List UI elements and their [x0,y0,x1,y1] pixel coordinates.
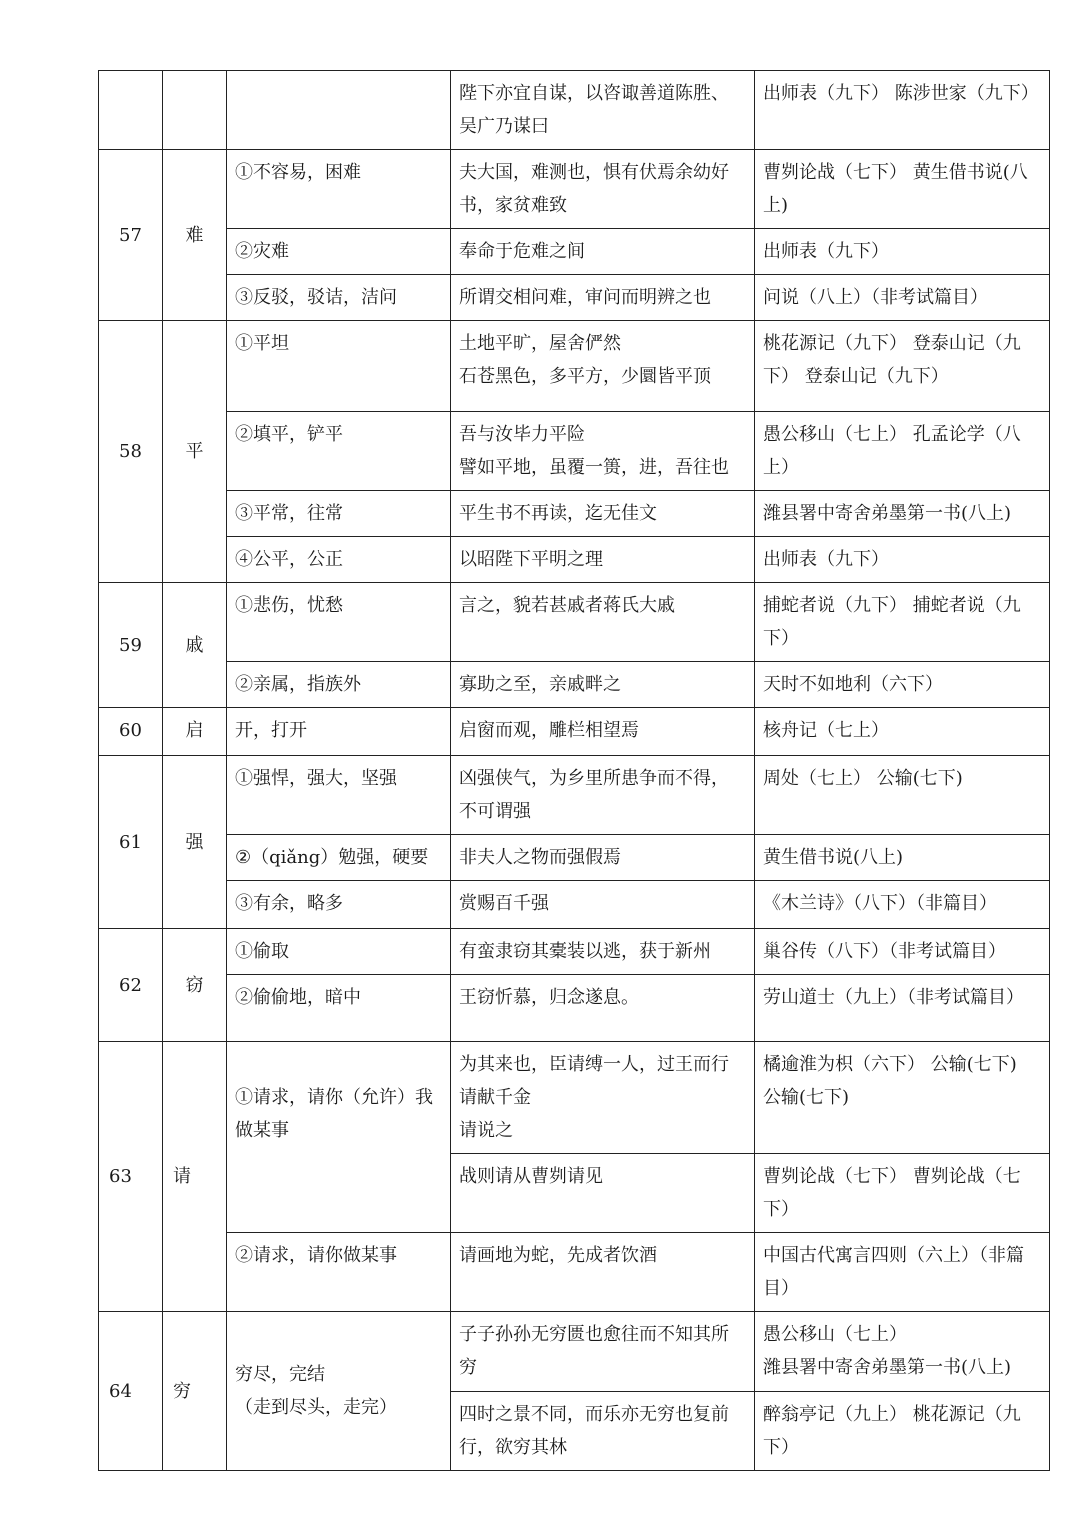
number-cell: 64 [99,1312,163,1471]
example-cell: 赏赐百千强 [451,881,755,929]
table-row [99,321,1050,412]
source-cell: 问说（八上）（非考试篇目） [755,275,1050,321]
definition-line: 穷尽，完结 [235,1364,325,1385]
definition-cell: 开，打开 [227,708,451,756]
character-cell: 戚 [163,583,227,708]
character-cell: 请 [163,1042,227,1312]
source-cell: 出师表（九下） [755,229,1050,275]
table-row [99,229,1050,275]
definition-cell: ①平坦 [227,321,451,412]
table-row [99,275,1050,321]
source-cell: 潍县署中寄舍弟墨第一书(八上) [755,491,1050,537]
definition-cell: ②（qiǎng）勉强，硬要 [227,835,451,881]
example-cell [451,1042,755,1154]
table-row [99,975,1050,1042]
example-line: 请说之 [459,1120,513,1141]
number-cell: 57 [99,150,163,321]
definition-cell: ③有余，略多 [227,881,451,929]
table-row [99,150,1050,229]
example-cell: 夫大国，难测也，惧有伏焉余幼好书，家贫难致 [451,150,755,229]
source-cell: 黄生借书说(八上) [755,835,1050,881]
example-cell: 四时之景不同，而乐亦无穷也复前行，欲穷其林 [451,1392,755,1471]
character-cell: 启 [163,708,227,756]
character-cell: 窃 [163,929,227,1042]
definition-line: （走到尽头，走完） [235,1397,397,1418]
table-row [99,662,1050,708]
definition-cell: ④公平，公正 [227,537,451,583]
character-cell: 平 [163,321,227,583]
table-row [99,881,1050,929]
definition-cell: ②请求，请你做某事 [227,1233,451,1312]
definition-cell: ①请求，请你（允许）我做某事 [227,1042,451,1233]
number-cell: 63 [99,1042,163,1312]
definition-cell: ③反驳，驳诘，洁问 [227,275,451,321]
definition-cell: ③平常，往常 [227,491,451,537]
table-row [99,1312,1050,1392]
source-cell: 捕蛇者说（九下） 捕蛇者说（九下） [755,583,1050,662]
source-cell: 劳山道士（九上）（非考试篇目） [755,975,1050,1042]
example-cell [451,412,755,491]
number-cell [99,71,163,150]
table-row [99,1042,1050,1154]
definition-cell [227,1312,451,1471]
source-cell [755,1312,1050,1392]
example-cell: 战则请从曹刿请见 [451,1154,755,1233]
source-cell: 周处（七上） 公输(七下) [755,756,1050,835]
example-line: 石苍黑色，多平方，少圜皆平顶 [459,366,711,387]
source-line: 愚公移山（七上） [763,1324,907,1345]
table-row [99,835,1050,881]
example-line: 为其来也，臣请缚一人，过王而行请献千金 [459,1054,729,1108]
example-line: 譬如平地，虽覆一篑，进，吾往也 [459,457,729,478]
example-cell: 陛下亦宜自谋，以咨诹善道陈胜、吴广乃谋曰 [451,71,755,150]
definition-cell: ①强悍，强大，坚强 [227,756,451,835]
table-row [99,537,1050,583]
source-cell: 巢谷传（八下）（非考试篇目） [755,929,1050,975]
character-cell: 穷 [163,1312,227,1471]
table-row [99,929,1050,975]
example-cell: 以昭陛下平明之理 [451,537,755,583]
definition-cell: ②偷偷地，暗中 [227,975,451,1042]
table-row [99,491,1050,537]
definition-cell: ①不容易，困难 [227,150,451,229]
number-cell: 61 [99,756,163,929]
definition-cell: ②填平，铲平 [227,412,451,491]
example-line: 土地平旷，屋舍俨然 [459,333,621,354]
table-row [99,756,1050,835]
source-line: 橘逾淮为枳（六下） 公输(七下) [763,1054,1017,1075]
definition-cell: ②亲属，指族外 [227,662,451,708]
number-cell: 60 [99,708,163,756]
table-row [99,412,1050,491]
source-cell [755,1042,1050,1154]
number-cell: 59 [99,583,163,708]
example-cell: 启窗而观，雕栏相望焉 [451,708,755,756]
source-cell: 出师表（九下） [755,537,1050,583]
example-cell: 子子孙孙无穷匮也愈往而不知其所穷 [451,1312,755,1392]
source-cell: 《木兰诗》（八下）（非篇目） [755,881,1050,929]
character-cell [163,71,227,150]
source-cell: 天时不如地利（六下） [755,662,1050,708]
example-cell: 非夫人之物而强假焉 [451,835,755,881]
number-cell: 62 [99,929,163,1042]
example-cell: 请画地为蛇，先成者饮酒 [451,1233,755,1312]
source-cell: 中国古代寓言四则（六上）（非篇目） [755,1233,1050,1312]
source-cell: 出师表（九下） 陈涉世家（九下） [755,71,1050,150]
example-cell: 奉命于危难之间 [451,229,755,275]
example-cell: 寡助之至，亲戚畔之 [451,662,755,708]
source-cell: 桃花源记（九下） 登泰山记（九下） 登泰山记（九下） [755,321,1050,412]
character-cell: 强 [163,756,227,929]
example-cell: 平生书不再读，迄无佳文 [451,491,755,537]
source-line: 潍县署中寄舍弟墨第一书(八上) [763,1357,1012,1378]
definition-cell: ②灾难 [227,229,451,275]
example-cell: 凶强侠气，为乡里所患争而不得，不可谓强 [451,756,755,835]
source-line: 公输(七下) [763,1087,850,1108]
number-cell: 58 [99,321,163,583]
definition-cell [227,71,451,150]
table-row [99,71,1050,150]
example-cell: 所谓交相问难，审问而明辨之也 [451,275,755,321]
source-cell: 曹刿论战（七下） 黄生借书说(八上) [755,150,1050,229]
character-cell: 难 [163,150,227,321]
definition-cell: ①偷取 [227,929,451,975]
table-row [99,583,1050,662]
table-row [99,708,1050,756]
source-cell: 醉翁亭记（九上） 桃花源记（九下） [755,1392,1050,1471]
source-cell: 曹刿论战（七下） 曹刿论战（七下） [755,1154,1050,1233]
source-cell: 愚公移山（七上） 孔孟论学（八上） [755,412,1050,491]
example-cell: 王窃忻慕，归念遂息。 [451,975,755,1042]
source-cell: 核舟记（七上） [755,708,1050,756]
vocabulary-table [98,70,1050,1471]
example-line: 吾与汝毕力平险 [459,424,585,445]
example-cell [451,321,755,412]
example-cell: 有蛮隶窃其橐装以逃，获于新州 [451,929,755,975]
table-row [99,1233,1050,1312]
definition-cell: ①悲伤，忧愁 [227,583,451,662]
example-cell: 言之，貌若甚戚者蒋氏大戚 [451,583,755,662]
